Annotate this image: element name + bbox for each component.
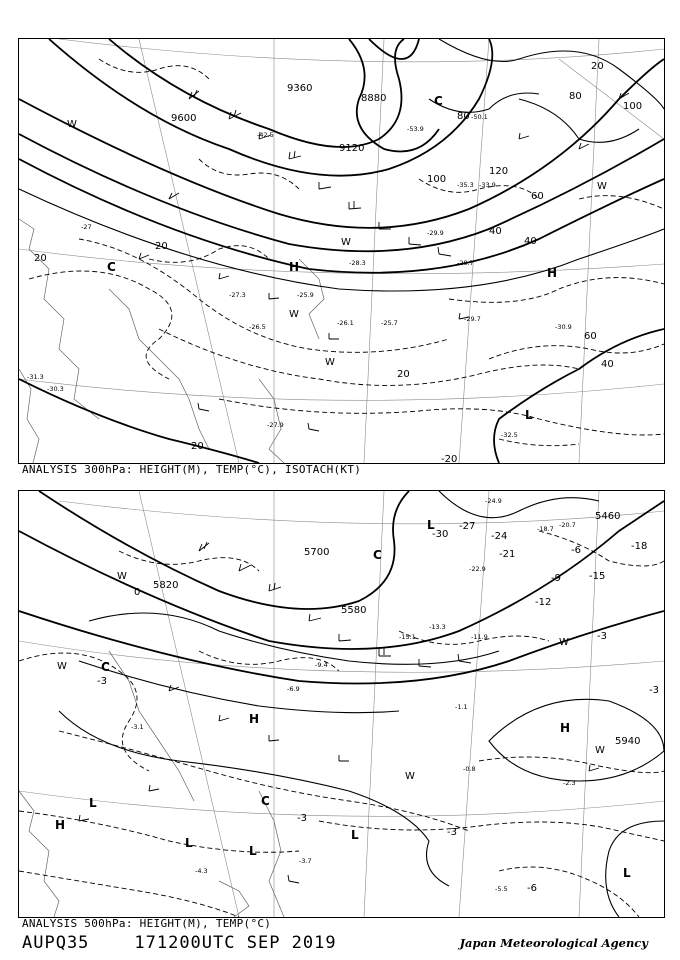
station-temp: -32.5 bbox=[501, 431, 518, 439]
station-temp: -29.7 bbox=[464, 315, 481, 323]
temp-contour-label: -6 bbox=[571, 545, 581, 556]
station-temp: -28.3 bbox=[349, 259, 366, 267]
station-temp: -27.3 bbox=[229, 291, 246, 299]
low-center: L bbox=[623, 866, 631, 880]
temp-contour-label: -3 bbox=[297, 813, 307, 824]
station-temperatures bbox=[27, 113, 572, 439]
height-label: 5940 bbox=[615, 736, 641, 747]
warm-markers bbox=[57, 571, 605, 782]
temp-contour-label: -3 bbox=[597, 631, 607, 642]
station-temp: -22.9 bbox=[469, 565, 486, 573]
isotach-label: 120 bbox=[489, 166, 509, 177]
isotach-label: 60 bbox=[531, 191, 544, 202]
isotach-label: 40 bbox=[489, 226, 502, 237]
cold-center: C bbox=[261, 794, 270, 808]
warm-marker: W bbox=[405, 771, 415, 782]
temp-contour-label: -9 bbox=[551, 573, 561, 584]
station-temp: -35.3 bbox=[457, 181, 474, 189]
isotach-label: 20 bbox=[34, 253, 47, 264]
product-header bbox=[22, 933, 337, 953]
temp-contour-label: -27 bbox=[459, 521, 476, 532]
temp-contour-label: 0 bbox=[134, 587, 141, 598]
station-temp: -0.8 bbox=[463, 765, 476, 773]
station-temp: -27.9 bbox=[267, 421, 284, 429]
height-contours-thin bbox=[19, 39, 664, 291]
station-temp: -5.5 bbox=[495, 885, 508, 893]
temp-contour-label: -3 bbox=[649, 685, 659, 696]
map-panel-500hpa bbox=[18, 490, 665, 918]
warm-marker: W bbox=[325, 357, 335, 368]
station-temp: -9.4 bbox=[315, 661, 328, 669]
chart-300hpa bbox=[19, 39, 664, 463]
station-temp: -28.7 bbox=[457, 259, 474, 267]
height-label: 5820 bbox=[153, 580, 179, 591]
isotach-label: 100 bbox=[427, 174, 447, 185]
temp-contour-label: -21 bbox=[499, 549, 516, 560]
temp-contour-label: -12 bbox=[535, 597, 552, 608]
station-temp: -50.1 bbox=[471, 113, 488, 121]
warm-marker: W bbox=[341, 237, 351, 248]
station-temp: -42.5 bbox=[257, 131, 274, 139]
station-temp: -3.7 bbox=[299, 857, 312, 865]
station-temp: -24.9 bbox=[485, 497, 502, 505]
high-center: H bbox=[560, 721, 571, 735]
coastline bbox=[19, 651, 284, 917]
temp-contour-label: -3 bbox=[447, 827, 457, 838]
low-center: L bbox=[249, 844, 257, 858]
high-center: H bbox=[547, 266, 558, 280]
low-center: L bbox=[185, 836, 193, 850]
height-label: 9360 bbox=[287, 83, 313, 94]
cold-center: C bbox=[434, 94, 443, 108]
low-center: L bbox=[89, 796, 97, 810]
isotach-label: 60 bbox=[584, 331, 597, 342]
warm-marker: W bbox=[289, 309, 299, 320]
height-label: 5700 bbox=[304, 547, 330, 558]
station-temp: -18.7 bbox=[537, 525, 554, 533]
height-label: 8880 bbox=[361, 93, 387, 104]
station-temp: -25.7 bbox=[381, 319, 398, 327]
warm-marker: W bbox=[57, 661, 67, 672]
map-panel-300hpa bbox=[18, 38, 665, 464]
pressure-centers bbox=[55, 518, 631, 880]
station-temp: -11.9 bbox=[471, 633, 488, 641]
chart-500hpa bbox=[19, 491, 664, 917]
isotach-label: 20 bbox=[155, 241, 168, 252]
station-temp: -26.5 bbox=[249, 323, 266, 331]
warm-marker: W bbox=[67, 119, 77, 130]
temp-contour-label: -6 bbox=[527, 883, 537, 894]
low-center: L bbox=[351, 828, 359, 842]
high-center: H bbox=[289, 260, 300, 274]
station-temp: -26.1 bbox=[337, 319, 354, 327]
temp-contour-labels bbox=[97, 521, 659, 894]
temp-contour-label: -18 bbox=[631, 541, 648, 552]
isotach-label: 80 bbox=[457, 111, 470, 122]
cold-center: C bbox=[373, 548, 382, 562]
height-labels bbox=[171, 83, 386, 154]
station-temp: -27 bbox=[81, 223, 92, 231]
isotach-label: -20 bbox=[441, 454, 458, 463]
warm-marker: W bbox=[597, 181, 607, 192]
temp-contour-label: -15 bbox=[589, 571, 606, 582]
station-temp: -6.9 bbox=[287, 685, 300, 693]
isotach-labels bbox=[34, 61, 642, 463]
height-label: 9120 bbox=[339, 143, 365, 154]
height-label: 9600 bbox=[171, 113, 197, 124]
station-temp: -31.3 bbox=[27, 373, 44, 381]
isotach-label: 20 bbox=[191, 441, 204, 452]
station-temp: -20.7 bbox=[559, 521, 576, 529]
temperature-contours bbox=[29, 59, 664, 446]
temp-contour-label: -24 bbox=[491, 531, 508, 542]
station-temp: -25.9 bbox=[297, 291, 314, 299]
isotach-label: 40 bbox=[524, 236, 537, 247]
product-id: AUPQ35 bbox=[22, 933, 90, 953]
station-temp: -2.3 bbox=[563, 779, 576, 787]
station-temp: -3.1 bbox=[131, 723, 144, 731]
station-temp: -33.9 bbox=[479, 181, 496, 189]
isotach-label: 80 bbox=[569, 91, 582, 102]
height-label: 5580 bbox=[341, 605, 367, 616]
station-temp: -30.3 bbox=[47, 385, 64, 393]
height-contours bbox=[19, 39, 664, 463]
high-center: H bbox=[55, 818, 66, 832]
isotach-label: 20 bbox=[397, 369, 410, 380]
latlon-grid bbox=[19, 491, 664, 917]
temp-contour-label: -3 bbox=[97, 676, 107, 687]
panel-caption-500hpa: ANALYSIS 500hPa: HEIGHT(M), TEMP(°C) bbox=[22, 917, 272, 930]
station-temp: -53.9 bbox=[407, 125, 424, 133]
panel-caption-300hpa: ANALYSIS 300hPa: HEIGHT(M), TEMP(°C), ISOTACH(KT) bbox=[22, 463, 362, 476]
isotach-label: 100 bbox=[623, 101, 643, 112]
warm-marker: W bbox=[595, 745, 605, 756]
cold-center: C bbox=[107, 260, 116, 274]
agency-credit: Japan Meteorological Agency bbox=[459, 936, 648, 950]
station-temp: -13.3 bbox=[429, 623, 446, 631]
height-label: 5460 bbox=[595, 511, 621, 522]
valid-time: 171200UTC SEP 2019 bbox=[134, 933, 337, 953]
temp-contour-label: -30 bbox=[432, 529, 449, 540]
station-temp: -29.9 bbox=[427, 229, 444, 237]
low-center: L bbox=[525, 408, 533, 422]
isotach-label: 40 bbox=[601, 359, 614, 370]
cold-center: C bbox=[101, 660, 110, 674]
station-temp: -4.3 bbox=[195, 867, 208, 875]
station-temp: -30.9 bbox=[555, 323, 572, 331]
wind-barbs bbox=[139, 90, 629, 431]
station-temp: -1.1 bbox=[455, 703, 468, 711]
warm-marker: W bbox=[559, 637, 569, 648]
low-center: L bbox=[427, 518, 435, 532]
warm-marker: W bbox=[117, 571, 127, 582]
high-center: H bbox=[249, 712, 260, 726]
isotach-label: 20 bbox=[591, 61, 604, 72]
station-temp: -15.1 bbox=[399, 633, 416, 641]
